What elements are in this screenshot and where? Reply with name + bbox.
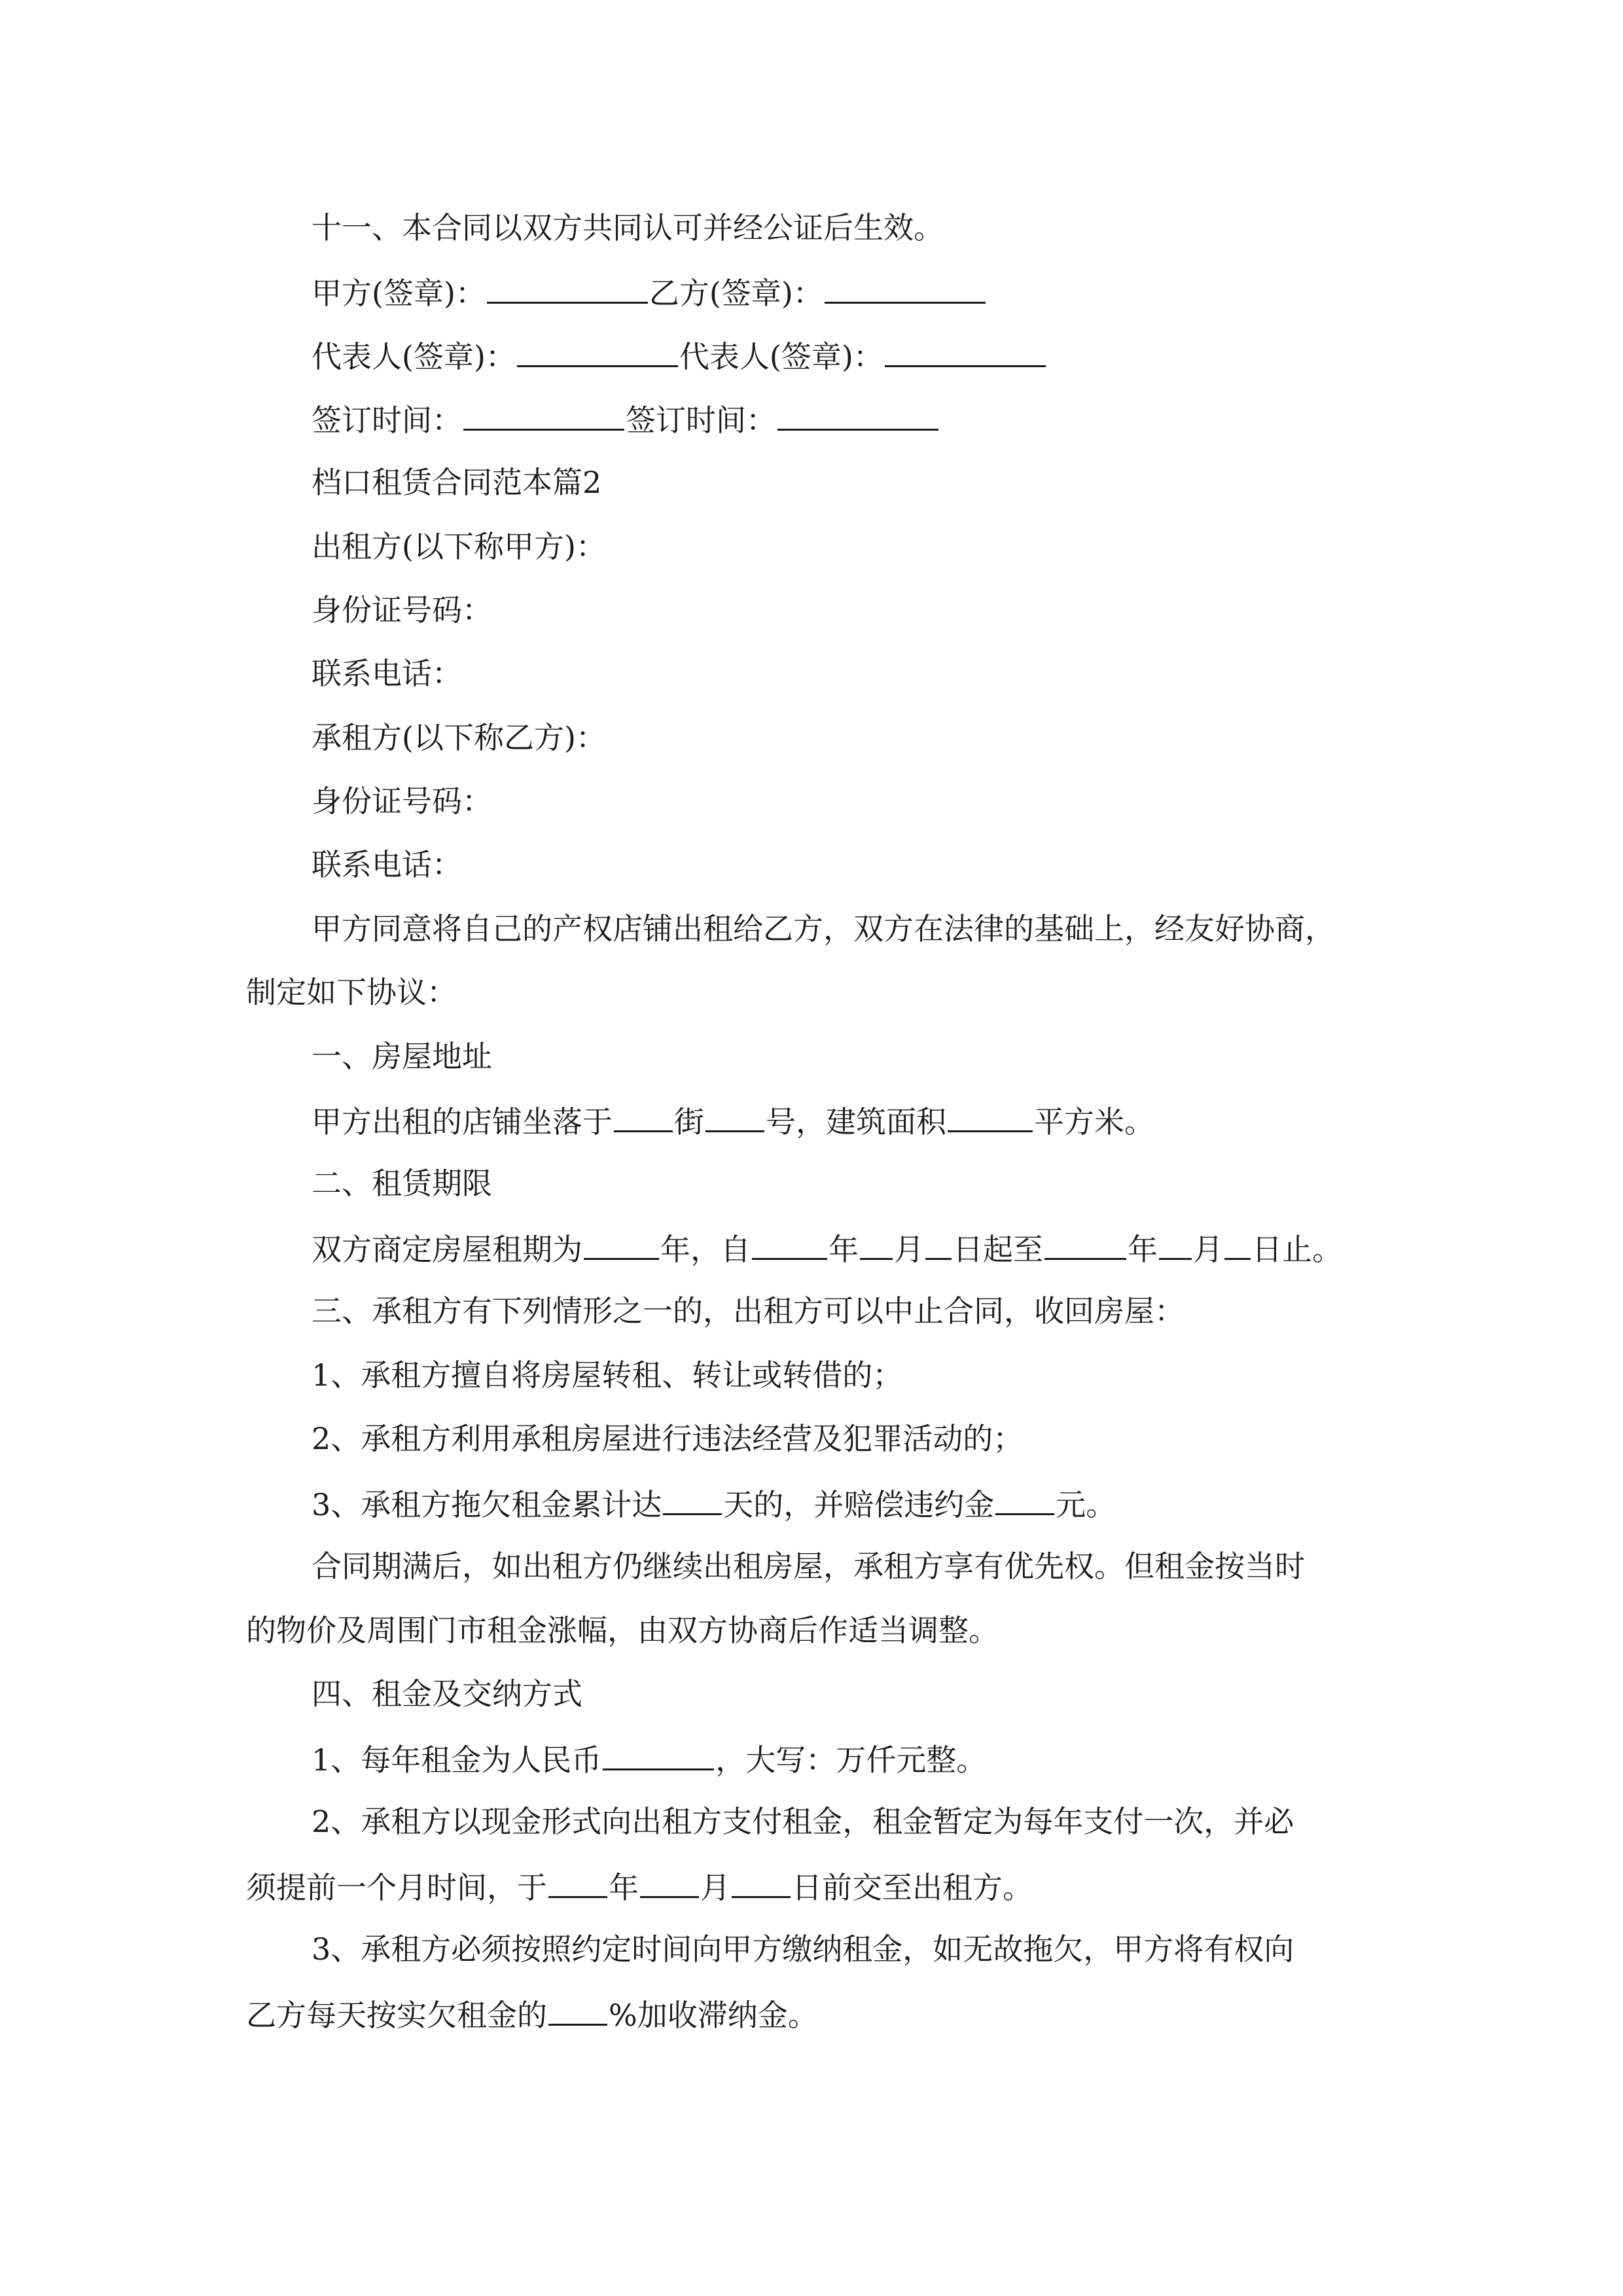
blank-field <box>1159 1228 1192 1260</box>
clause-11: 十一、本合同以双方共同认可并经公证后生效。 <box>312 210 944 245</box>
blank-field <box>1044 1228 1126 1260</box>
intro-paragraph-line-1: 甲方同意将自己的产权店铺出租给乙方，双方在法律的基础上，经友好协商， <box>312 911 1335 946</box>
signature-date-line: 签订时间： 签订时间： <box>312 399 940 438</box>
lessee-label: 承租方(以下称乙方)： <box>312 720 606 755</box>
blank-field <box>584 1228 659 1260</box>
blank-field <box>463 399 624 431</box>
blank-field <box>948 1100 1033 1132</box>
blank-field <box>885 335 1046 367</box>
section-1-title: 一、房屋地址 <box>312 1039 492 1074</box>
renewal-paragraph-line-1: 合同期满后，如出租方仍继续出租房屋，承租方享有优先权。但租金按当时 <box>312 1549 1305 1584</box>
blank-field <box>1224 1228 1251 1260</box>
intro-paragraph-line-2: 制定如下协议： <box>246 975 457 1010</box>
term-line: 双方商定房屋租期为 年，自 年 月 日起至 年 月 日止。 <box>312 1228 1342 1267</box>
section-3-title: 三、承租方有下列情形之一的，出租方可以中止合同，收回房屋： <box>312 1293 1185 1329</box>
section-3-item-1: 1、承租方擅自将房屋转租、转让或转借的； <box>312 1357 903 1393</box>
blank-field <box>705 1100 764 1132</box>
lessee-phone-label: 联系电话： <box>312 847 462 882</box>
blank-field <box>925 1228 952 1260</box>
section-heading: 档口租赁合同范本篇2 <box>312 465 602 500</box>
blank-field <box>777 399 938 431</box>
section-2-title: 二、租赁期限 <box>312 1166 492 1201</box>
signature-representative-line: 代表人(签章)： 代表人(签章)： <box>312 335 1047 374</box>
blank-field <box>517 335 678 367</box>
blank-field <box>860 1228 893 1260</box>
address-line: 甲方出租的店铺坐落于 街 号，建筑面积 平方米。 <box>312 1100 1154 1139</box>
blank-field <box>548 1866 607 1898</box>
lessor-id-label: 身份证号码： <box>312 592 492 628</box>
lessor-label: 出租方(以下称甲方)： <box>312 529 606 564</box>
section-3-item-2: 2、承租方利用承租房屋进行违法经营及犯罪活动的； <box>312 1421 1024 1456</box>
blank-field <box>825 272 986 304</box>
blank-field <box>614 1100 673 1132</box>
section-3-item-3: 3、承租方拖欠租金累计达 天的，并赔偿违约金 元。 <box>312 1483 1116 1522</box>
section-4-item-1: 1、每年租金为人民币 ，大写：万仟元整。 <box>312 1738 986 1778</box>
section-4-item-2-line-1: 2、承租方以现金形式向出租方支付租金，租金暂定为每年支付一次，并必 <box>312 1804 1294 1839</box>
blank-field <box>487 272 648 304</box>
blank-field <box>752 1228 827 1260</box>
lessor-phone-label: 联系电话： <box>312 656 462 691</box>
lessee-id-label: 身份证号码： <box>312 783 492 819</box>
blank-field <box>995 1483 1054 1515</box>
blank-field <box>548 1994 607 2026</box>
section-4-item-3-line-1: 3、承租方必须按照约定时间向甲方缴纳租金，如无故拖欠，甲方将有权向 <box>312 1931 1294 1967</box>
signature-party-line: 甲方(签章)： 乙方(签章)： <box>312 272 987 311</box>
blank-field <box>640 1866 699 1898</box>
section-4-item-2-line-2: 须提前一个月时间，于 年 月 日前交至出租方。 <box>246 1866 1033 1905</box>
blank-field <box>732 1866 791 1898</box>
section-4-title: 四、租金及交纳方式 <box>312 1676 582 1712</box>
section-4-item-3-line-2: 乙方每天按实欠租金的 %加收滞纳金。 <box>246 1994 818 2033</box>
renewal-paragraph-line-2: 的物价及周围门市租金涨幅，由双方协商后作适当调整。 <box>246 1613 999 1648</box>
blank-field <box>663 1483 722 1515</box>
blank-field <box>603 1738 714 1770</box>
